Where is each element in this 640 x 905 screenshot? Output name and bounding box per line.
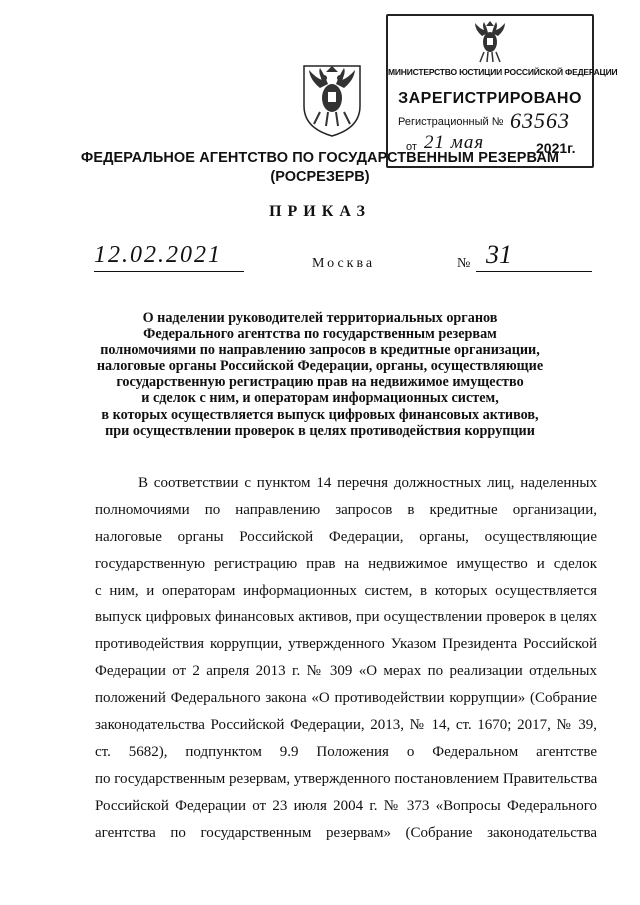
stamp-ministry: МИНИСТЕРСТВО ЮСТИЦИИ РОССИЙСКОЙ ФЕДЕРАЦИИ: [388, 67, 618, 77]
stamp-year: 2021г.: [536, 140, 576, 156]
agency-abbreviation: (РОСРЕЗЕРВ): [270, 169, 370, 185]
order-body-text: [95, 470, 597, 846]
heading-line: полномочиями по направлению запросов в кредитные организации,: [100, 342, 540, 359]
body-line: государственную регистрацию прав на недвижимое имущество и сделок: [95, 555, 597, 572]
order-number-sign: №: [457, 256, 471, 271]
stamp-registered: ЗАРЕГИСТРИРОВАНО: [398, 90, 582, 107]
order-city: Москва: [312, 256, 376, 271]
body-line: налоговые органы Российской Федерации, органы, осуществляющие: [95, 528, 597, 545]
body-line: ст. 5682), подпунктом 9.9 Положения о Федеральном агентстве: [95, 743, 597, 760]
order-number: 31: [486, 240, 512, 269]
heading-line: налоговые органы Российской Федерации, органы, осуществляющие: [96, 358, 544, 375]
body-line: положений Федерального закона «О противодействии коррупции» (Собрание: [95, 690, 597, 707]
stamp-emblem-icon: [472, 20, 508, 64]
body-line: по государственным резервам, утвержденного постановлением Правительства: [95, 770, 597, 787]
heading-line: при осуществлении проверок в целях противодействия коррупции: [105, 422, 535, 439]
stamp-date-handwritten: 21 мая: [424, 132, 485, 153]
stamp-date-from: от: [406, 141, 417, 153]
body-line: выпуск цифровых финансовых активов, при осуществлении проверок в целях: [95, 609, 597, 626]
order-heading: [0, 310, 640, 439]
order-date: 12.02.2021: [94, 242, 222, 268]
body-line: В соответствии с пунктом 14 перечня должностных лиц, наделенных: [138, 475, 597, 491]
heading-line: государственную регистрацию прав на недвижимое имущество: [116, 374, 524, 391]
coat-of-arms-icon: [300, 62, 364, 138]
body-line: Российской Федерации от 23 июля 2004 г. № 373 «Вопросы Федерального: [95, 797, 597, 814]
number-underline: [476, 271, 592, 272]
heading-line: Федерального агентства по государственным резервам: [143, 326, 497, 343]
body-line: с ним, и операторам информационных систем, в которых осуществляется: [95, 582, 597, 599]
body-line: законодательства Российской Федерации, 2013, № 14, ст. 1670; 2017, № 39,: [95, 717, 597, 734]
stamp-reg-number-label: Регистрационный №: [398, 116, 504, 128]
body-line: полномочиями по направлению запросов в кредитные организации,: [95, 501, 597, 518]
body-line: агентства по государственным резервам» (Собрание законодательства: [95, 824, 597, 841]
heading-line: О наделении руководителей территориальных органов: [142, 310, 498, 326]
body-line: противодействия коррупции, утвержденного Указом Президента Российской: [95, 636, 597, 653]
stamp-reg-number: 63563: [510, 108, 570, 133]
date-underline: [94, 271, 244, 272]
agency-name: ФЕДЕРАЛЬНОЕ АГЕНТСТВО ПО ГОСУДАРСТВЕННЫМ РЕЗЕРВАМ: [80, 150, 560, 166]
registration-stamp: [386, 14, 618, 168]
document-type: ПРИКАЗ: [269, 203, 371, 220]
heading-line: и сделок с ним, и операторам информационных систем,: [141, 390, 499, 407]
body-line: Федерации от 2 апреля 2013 г. № 309 «О мерах по реализации отдельных: [95, 663, 597, 680]
heading-line: в которых осуществляется выпуск цифровых финансовых активов,: [101, 406, 539, 423]
